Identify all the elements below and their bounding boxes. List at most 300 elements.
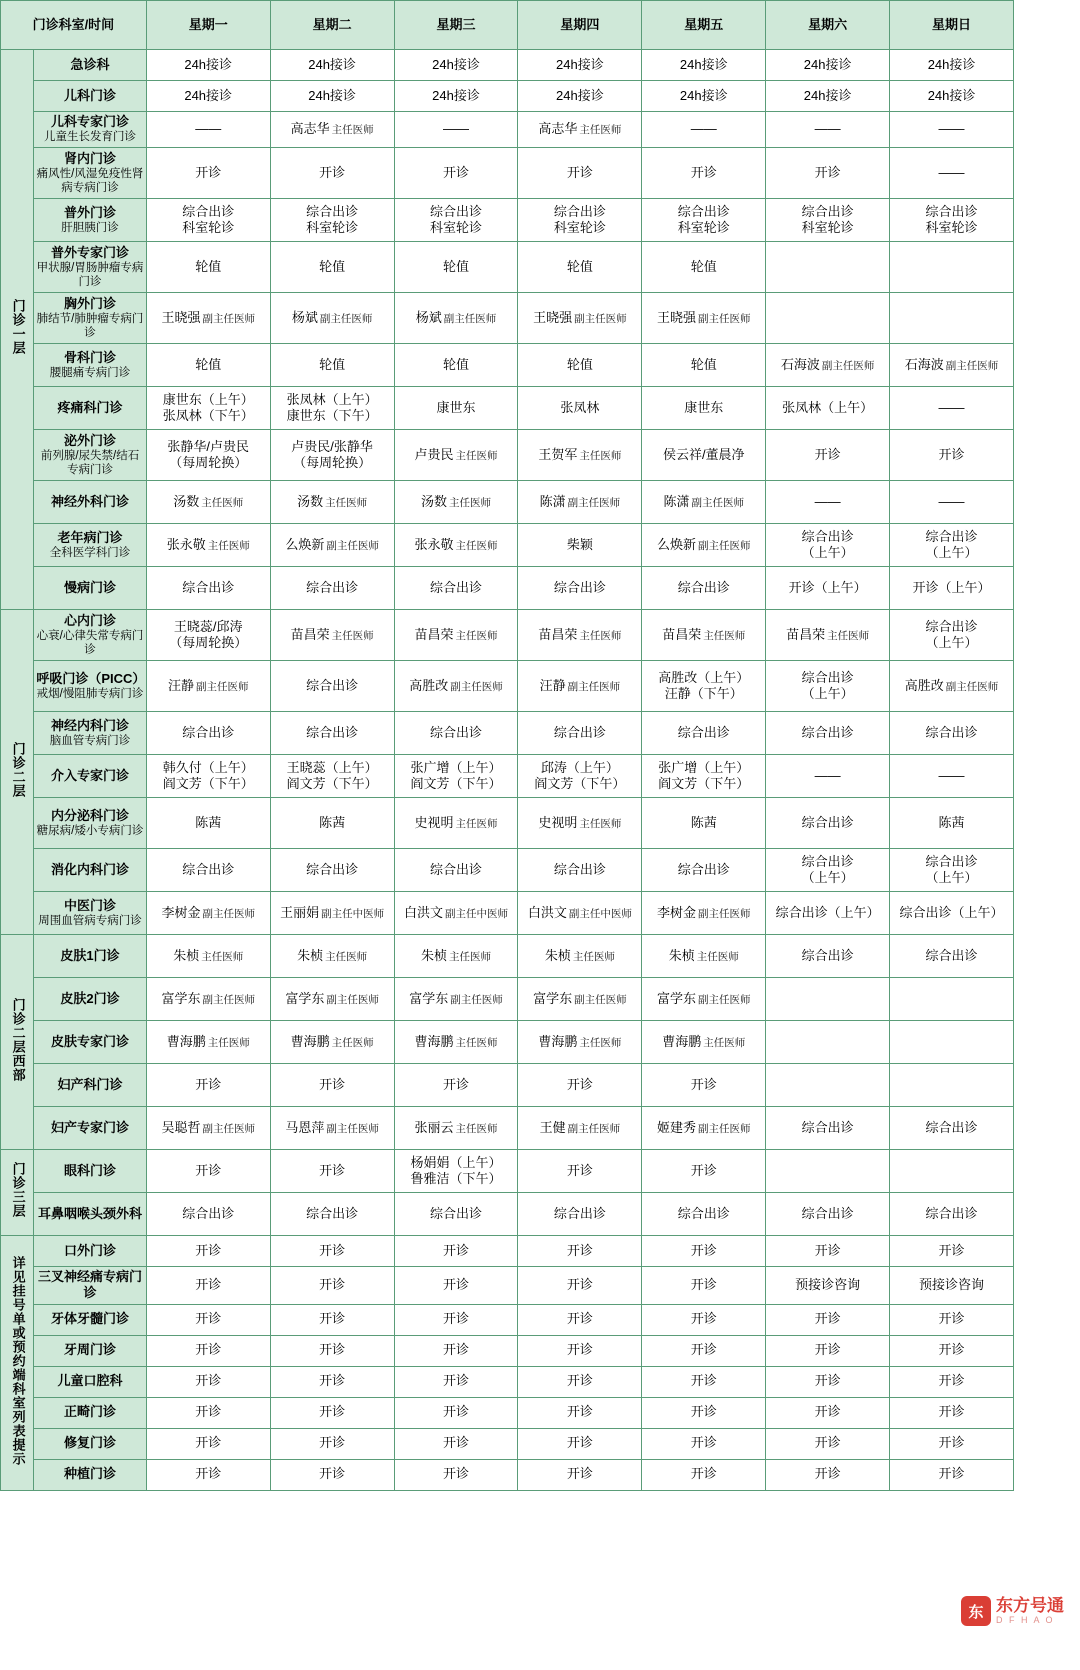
schedule-cell[interactable]: [394, 978, 518, 1021]
schedule-cell[interactable]: [890, 344, 1014, 387]
schedule-cell[interactable]: [890, 199, 1014, 242]
schedule-cell[interactable]: [394, 755, 518, 798]
schedule-cell[interactable]: [394, 1366, 518, 1397]
schedule-cell[interactable]: [766, 293, 890, 344]
schedule-cell[interactable]: [270, 1267, 394, 1305]
schedule-cell[interactable]: [146, 1236, 270, 1267]
schedule-cell[interactable]: [766, 81, 890, 112]
schedule-entry-text: 开诊: [690, 164, 717, 180]
department-name[interactable]: [34, 1428, 146, 1459]
schedule-cell[interactable]: [394, 81, 518, 112]
schedule-cell[interactable]: [394, 1236, 518, 1267]
schedule-cell[interactable]: [766, 1304, 890, 1335]
schedule-cell[interactable]: [394, 524, 518, 567]
schedule-cell[interactable]: [270, 1107, 394, 1150]
schedule-cell[interactable]: [394, 1304, 518, 1335]
schedule-cell[interactable]: [270, 1428, 394, 1459]
schedule-cell[interactable]: [146, 1397, 270, 1428]
schedule-cell[interactable]: [890, 1397, 1014, 1428]
schedule-cell[interactable]: [394, 661, 518, 712]
schedule-cell[interactable]: [270, 148, 394, 199]
schedule-cell[interactable]: [890, 610, 1014, 661]
schedule-cell[interactable]: [146, 567, 270, 610]
schedule-cell[interactable]: [518, 712, 642, 755]
department-name[interactable]: [34, 112, 146, 148]
schedule-cell[interactable]: [766, 755, 890, 798]
schedule-cell[interactable]: [766, 1193, 890, 1236]
schedule-cell[interactable]: [518, 81, 642, 112]
schedule-cell[interactable]: [270, 81, 394, 112]
schedule-cell[interactable]: [270, 524, 394, 567]
schedule-cell[interactable]: [766, 1459, 890, 1490]
schedule-cell[interactable]: [766, 1064, 890, 1107]
department-name[interactable]: [34, 199, 146, 242]
schedule-cell[interactable]: [146, 849, 270, 892]
schedule-cell[interactable]: [518, 1236, 642, 1267]
department-name[interactable]: [34, 1366, 146, 1397]
schedule-cell[interactable]: [642, 712, 766, 755]
schedule-cell[interactable]: [394, 387, 518, 430]
schedule-cell[interactable]: [890, 81, 1014, 112]
schedule-cell[interactable]: [394, 112, 518, 148]
department-name[interactable]: [34, 755, 146, 798]
schedule-cell[interactable]: [270, 661, 394, 712]
schedule-cell[interactable]: [270, 1335, 394, 1366]
department-name[interactable]: [34, 712, 146, 755]
schedule-cell[interactable]: [518, 755, 642, 798]
schedule-cell[interactable]: [890, 1428, 1014, 1459]
schedule-cell[interactable]: [394, 798, 518, 849]
schedule-entry-text: 综合出诊: [306, 203, 359, 219]
schedule-cell[interactable]: [518, 849, 642, 892]
schedule-cell[interactable]: [642, 798, 766, 849]
schedule-cell[interactable]: [766, 524, 890, 567]
schedule-cell[interactable]: [890, 1021, 1014, 1064]
department-name[interactable]: [34, 1021, 146, 1064]
schedule-cell[interactable]: [270, 1366, 394, 1397]
schedule-cell[interactable]: [146, 81, 270, 112]
schedule-cell[interactable]: [518, 430, 642, 481]
schedule-cell[interactable]: [890, 1366, 1014, 1397]
schedule-cell[interactable]: [394, 1267, 518, 1305]
schedule-cell[interactable]: [270, 1459, 394, 1490]
schedule-cell[interactable]: [766, 430, 890, 481]
schedule-cell[interactable]: [518, 50, 642, 81]
department-name[interactable]: [34, 610, 146, 661]
department-name[interactable]: [34, 1304, 146, 1335]
department-name[interactable]: [34, 567, 146, 610]
table-row: [1, 81, 1014, 112]
schedule-cell[interactable]: [766, 935, 890, 978]
schedule-cell[interactable]: [394, 1064, 518, 1107]
schedule-entry: [149, 905, 268, 921]
schedule-cell[interactable]: [890, 1064, 1014, 1107]
schedule-entry: [768, 905, 887, 921]
schedule-cell[interactable]: [766, 112, 890, 148]
schedule-cell[interactable]: [518, 481, 642, 524]
schedule-cell[interactable]: [518, 1021, 642, 1064]
schedule-cell[interactable]: [642, 1366, 766, 1397]
schedule-cell[interactable]: [766, 242, 890, 293]
department-name[interactable]: [34, 387, 146, 430]
department-name[interactable]: [34, 1193, 146, 1236]
schedule-cell[interactable]: [146, 242, 270, 293]
schedule-cell[interactable]: [270, 849, 394, 892]
schedule-cell[interactable]: [394, 712, 518, 755]
schedule-cell[interactable]: [394, 481, 518, 524]
schedule-cell[interactable]: [518, 1428, 642, 1459]
schedule-cell[interactable]: [394, 610, 518, 661]
schedule-cell[interactable]: [642, 1304, 766, 1335]
schedule-cell[interactable]: [518, 112, 642, 148]
schedule-cell[interactable]: [766, 1397, 890, 1428]
schedule-cell[interactable]: [518, 293, 642, 344]
schedule-entry-text: 开诊: [442, 1342, 469, 1358]
schedule-cell[interactable]: [394, 849, 518, 892]
schedule-cell[interactable]: [270, 430, 394, 481]
schedule-cell[interactable]: [518, 199, 642, 242]
schedule-cell[interactable]: [518, 1064, 642, 1107]
schedule-cell[interactable]: [146, 610, 270, 661]
schedule-cell[interactable]: [890, 661, 1014, 712]
schedule-cell[interactable]: [270, 567, 394, 610]
schedule-cell[interactable]: [394, 199, 518, 242]
schedule-cell[interactable]: [146, 387, 270, 430]
schedule-cell[interactable]: [642, 199, 766, 242]
department-name[interactable]: [34, 892, 146, 935]
schedule-cell[interactable]: [518, 978, 642, 1021]
schedule-cell[interactable]: [642, 242, 766, 293]
schedule-cell[interactable]: [146, 112, 270, 148]
schedule-cell[interactable]: [518, 1193, 642, 1236]
department-name[interactable]: [34, 50, 146, 81]
schedule-cell[interactable]: [270, 1021, 394, 1064]
schedule-cell[interactable]: [890, 293, 1014, 344]
schedule-cell[interactable]: [394, 1397, 518, 1428]
schedule-cell[interactable]: [146, 148, 270, 199]
schedule-cell[interactable]: [146, 1304, 270, 1335]
schedule-entry: [149, 815, 268, 831]
schedule-cell[interactable]: [766, 1236, 890, 1267]
department-name[interactable]: [34, 481, 146, 524]
schedule-cell[interactable]: [890, 712, 1014, 755]
schedule-entry-text: 开诊: [814, 1342, 841, 1358]
department-name[interactable]: [34, 293, 146, 344]
schedule-cell[interactable]: [270, 798, 394, 849]
schedule-cell[interactable]: [766, 1267, 890, 1305]
schedule-entry-text: 开诊: [195, 164, 222, 180]
schedule-cell[interactable]: [518, 935, 642, 978]
schedule-cell[interactable]: [642, 1236, 766, 1267]
schedule-cell[interactable]: [766, 344, 890, 387]
schedule-cell[interactable]: [146, 344, 270, 387]
department-name[interactable]: [34, 344, 146, 387]
schedule-cell[interactable]: [890, 755, 1014, 798]
schedule-cell[interactable]: [270, 344, 394, 387]
schedule-cell[interactable]: [642, 1107, 766, 1150]
schedule-cell[interactable]: [146, 1150, 270, 1193]
schedule-cell[interactable]: [394, 1428, 518, 1459]
schedule-cell[interactable]: [890, 387, 1014, 430]
schedule-cell[interactable]: [270, 1064, 394, 1107]
schedule-cell[interactable]: [890, 242, 1014, 293]
schedule-cell[interactable]: [394, 1021, 518, 1064]
schedule-cell[interactable]: [766, 148, 890, 199]
schedule-cell[interactable]: [890, 1236, 1014, 1267]
schedule-cell[interactable]: [270, 610, 394, 661]
schedule-entry: [520, 121, 639, 137]
schedule-cell[interactable]: [642, 344, 766, 387]
schedule-cell[interactable]: [146, 798, 270, 849]
department-name[interactable]: [34, 1397, 146, 1428]
schedule-cell[interactable]: [394, 1150, 518, 1193]
schedule-cell[interactable]: [642, 387, 766, 430]
schedule-entry: [520, 57, 639, 73]
schedule-cell[interactable]: [766, 1335, 890, 1366]
schedule-cell[interactable]: [642, 50, 766, 81]
schedule-cell[interactable]: [642, 610, 766, 661]
schedule-cell[interactable]: [394, 50, 518, 81]
department-name[interactable]: [34, 935, 146, 978]
schedule-cell[interactable]: [642, 81, 766, 112]
schedule-cell[interactable]: [146, 1335, 270, 1366]
department-name[interactable]: [34, 430, 146, 481]
schedule-cell[interactable]: [146, 1459, 270, 1490]
schedule-cell[interactable]: [270, 978, 394, 1021]
schedule-entry: [768, 1466, 887, 1482]
schedule-cell[interactable]: [146, 755, 270, 798]
schedule-cell[interactable]: [270, 892, 394, 935]
schedule-entry: [149, 537, 268, 553]
schedule-cell[interactable]: [642, 1267, 766, 1305]
schedule-cell[interactable]: [394, 293, 518, 344]
schedule-cell[interactable]: [766, 712, 890, 755]
schedule-cell[interactable]: [642, 112, 766, 148]
schedule-cell[interactable]: [518, 148, 642, 199]
schedule-cell[interactable]: [642, 1397, 766, 1428]
schedule-cell[interactable]: [146, 1267, 270, 1305]
department-name[interactable]: [34, 1335, 146, 1366]
schedule-cell[interactable]: [270, 199, 394, 242]
schedule-cell[interactable]: [518, 1366, 642, 1397]
schedule-cell[interactable]: [518, 610, 642, 661]
schedule-entry: [149, 88, 268, 104]
schedule-cell[interactable]: [270, 481, 394, 524]
schedule-cell[interactable]: [642, 1459, 766, 1490]
schedule-cell[interactable]: [766, 199, 890, 242]
schedule-cell[interactable]: [270, 1397, 394, 1428]
schedule-cell[interactable]: [518, 1335, 642, 1366]
schedule-cell[interactable]: [146, 978, 270, 1021]
department-name[interactable]: [34, 978, 146, 1021]
schedule-cell[interactable]: [890, 50, 1014, 81]
schedule-cell[interactable]: [518, 567, 642, 610]
schedule-cell[interactable]: [642, 661, 766, 712]
schedule-cell[interactable]: [146, 1107, 270, 1150]
department-name[interactable]: [34, 1150, 146, 1193]
schedule-cell[interactable]: [890, 1304, 1014, 1335]
schedule-cell[interactable]: [766, 1021, 890, 1064]
schedule-cell[interactable]: [146, 935, 270, 978]
schedule-cell[interactable]: [518, 1267, 642, 1305]
schedule-cell[interactable]: [270, 112, 394, 148]
schedule-cell[interactable]: [518, 344, 642, 387]
schedule-cell[interactable]: [890, 892, 1014, 935]
department-name[interactable]: [34, 849, 146, 892]
schedule-cell[interactable]: [270, 293, 394, 344]
schedule-cell[interactable]: [642, 148, 766, 199]
department-subtitle: 戒烟/慢阻肺专病门诊: [36, 687, 144, 700]
schedule-cell[interactable]: [890, 798, 1014, 849]
schedule-cell[interactable]: [766, 1366, 890, 1397]
schedule-cell[interactable]: [270, 242, 394, 293]
department-name[interactable]: [34, 661, 146, 712]
schedule-cell[interactable]: [642, 1335, 766, 1366]
schedule-cell[interactable]: [394, 242, 518, 293]
schedule-cell[interactable]: [146, 1366, 270, 1397]
schedule-cell[interactable]: [890, 112, 1014, 148]
department-name[interactable]: [34, 242, 146, 293]
schedule-cell[interactable]: [146, 1428, 270, 1459]
schedule-cell[interactable]: [518, 1397, 642, 1428]
schedule-cell[interactable]: [642, 978, 766, 1021]
department-name[interactable]: [34, 81, 146, 112]
schedule-cell[interactable]: [518, 1459, 642, 1490]
schedule-cell[interactable]: [642, 293, 766, 344]
schedule-cell[interactable]: [394, 430, 518, 481]
department-name[interactable]: [34, 1459, 146, 1490]
schedule-cell[interactable]: [394, 935, 518, 978]
schedule-cell[interactable]: [642, 892, 766, 935]
schedule-cell[interactable]: [642, 935, 766, 978]
schedule-entry-text: 康世东: [436, 399, 476, 415]
schedule-cell[interactable]: [890, 1193, 1014, 1236]
schedule-cell[interactable]: [270, 387, 394, 430]
schedule-cell[interactable]: [766, 892, 890, 935]
schedule-cell[interactable]: [642, 481, 766, 524]
schedule-cell[interactable]: [146, 430, 270, 481]
doctor-title: 主任医师: [827, 629, 870, 642]
schedule-cell[interactable]: [766, 978, 890, 1021]
schedule-cell[interactable]: [518, 661, 642, 712]
schedule-cell[interactable]: [146, 199, 270, 242]
schedule-cell[interactable]: [518, 387, 642, 430]
schedule-cell[interactable]: [270, 1150, 394, 1193]
schedule-cell[interactable]: [890, 1459, 1014, 1490]
schedule-cell[interactable]: [890, 849, 1014, 892]
schedule-cell[interactable]: [270, 1304, 394, 1335]
schedule-cell[interactable]: [146, 892, 270, 935]
schedule-cell[interactable]: [642, 567, 766, 610]
schedule-cell[interactable]: [766, 50, 890, 81]
schedule-cell[interactable]: [766, 1428, 890, 1459]
schedule-cell[interactable]: [394, 1193, 518, 1236]
schedule-cell[interactable]: [146, 712, 270, 755]
schedule-cell[interactable]: [270, 712, 394, 755]
schedule-cell[interactable]: [642, 524, 766, 567]
schedule-cell[interactable]: [766, 849, 890, 892]
department-name[interactable]: [34, 1107, 146, 1150]
department-name[interactable]: [34, 524, 146, 567]
schedule-cell[interactable]: [146, 1193, 270, 1236]
schedule-cell[interactable]: [146, 293, 270, 344]
schedule-cell[interactable]: [890, 148, 1014, 199]
schedule-cell[interactable]: [890, 1335, 1014, 1366]
schedule-cell[interactable]: [270, 935, 394, 978]
schedule-cell[interactable]: [270, 1236, 394, 1267]
schedule-cell[interactable]: [642, 1428, 766, 1459]
schedule-cell[interactable]: [766, 798, 890, 849]
schedule-entry-text: 综合出诊: [801, 1119, 854, 1135]
schedule-entry-text: 开诊: [319, 1466, 346, 1482]
schedule-cell[interactable]: [394, 892, 518, 935]
schedule-cell[interactable]: [642, 849, 766, 892]
department-name[interactable]: [34, 798, 146, 849]
schedule-cell[interactable]: [766, 1107, 890, 1150]
schedule-cell[interactable]: [518, 242, 642, 293]
schedule-cell[interactable]: [642, 1150, 766, 1193]
schedule-cell[interactable]: [270, 1193, 394, 1236]
schedule-cell[interactable]: [890, 481, 1014, 524]
schedule-cell[interactable]: [146, 50, 270, 81]
schedule-cell[interactable]: [890, 1150, 1014, 1193]
schedule-cell[interactable]: [394, 1335, 518, 1366]
schedule-cell[interactable]: [394, 567, 518, 610]
department-name[interactable]: [34, 1267, 146, 1305]
schedule-cell[interactable]: [518, 798, 642, 849]
schedule-cell[interactable]: [766, 387, 890, 430]
schedule-cell[interactable]: [146, 1021, 270, 1064]
schedule-cell[interactable]: [766, 567, 890, 610]
department-name[interactable]: [34, 148, 146, 199]
schedule-entry-text: 轮值: [442, 258, 469, 274]
department-name[interactable]: [34, 1064, 146, 1107]
schedule-cell[interactable]: [642, 1064, 766, 1107]
schedule-cell[interactable]: [394, 148, 518, 199]
schedule-cell[interactable]: [766, 661, 890, 712]
schedule-cell[interactable]: [146, 524, 270, 567]
department-name[interactable]: [34, 1236, 146, 1267]
schedule-cell[interactable]: [642, 430, 766, 481]
schedule-cell[interactable]: [642, 1193, 766, 1236]
schedule-cell[interactable]: [394, 1459, 518, 1490]
schedule-cell[interactable]: [766, 610, 890, 661]
schedule-cell[interactable]: [890, 567, 1014, 610]
schedule-cell[interactable]: [394, 344, 518, 387]
schedule-cell[interactable]: [518, 1304, 642, 1335]
schedule-cell[interactable]: [518, 524, 642, 567]
schedule-cell[interactable]: [146, 1064, 270, 1107]
schedule-cell[interactable]: [146, 481, 270, 524]
schedule-cell[interactable]: [890, 978, 1014, 1021]
schedule-cell[interactable]: [890, 430, 1014, 481]
schedule-cell[interactable]: [890, 1107, 1014, 1150]
schedule-cell[interactable]: [518, 1150, 642, 1193]
schedule-cell[interactable]: [270, 755, 394, 798]
schedule-cell[interactable]: [146, 661, 270, 712]
schedule-cell[interactable]: [766, 481, 890, 524]
schedule-cell[interactable]: [518, 892, 642, 935]
schedule-cell[interactable]: [270, 50, 394, 81]
schedule-cell[interactable]: [394, 1107, 518, 1150]
schedule-cell[interactable]: [890, 524, 1014, 567]
schedule-cell[interactable]: [518, 1107, 642, 1150]
schedule-cell[interactable]: [890, 1267, 1014, 1305]
schedule-cell[interactable]: [890, 935, 1014, 978]
schedule-cell[interactable]: [766, 1150, 890, 1193]
schedule-cell[interactable]: [642, 1021, 766, 1064]
schedule-cell[interactable]: [642, 755, 766, 798]
